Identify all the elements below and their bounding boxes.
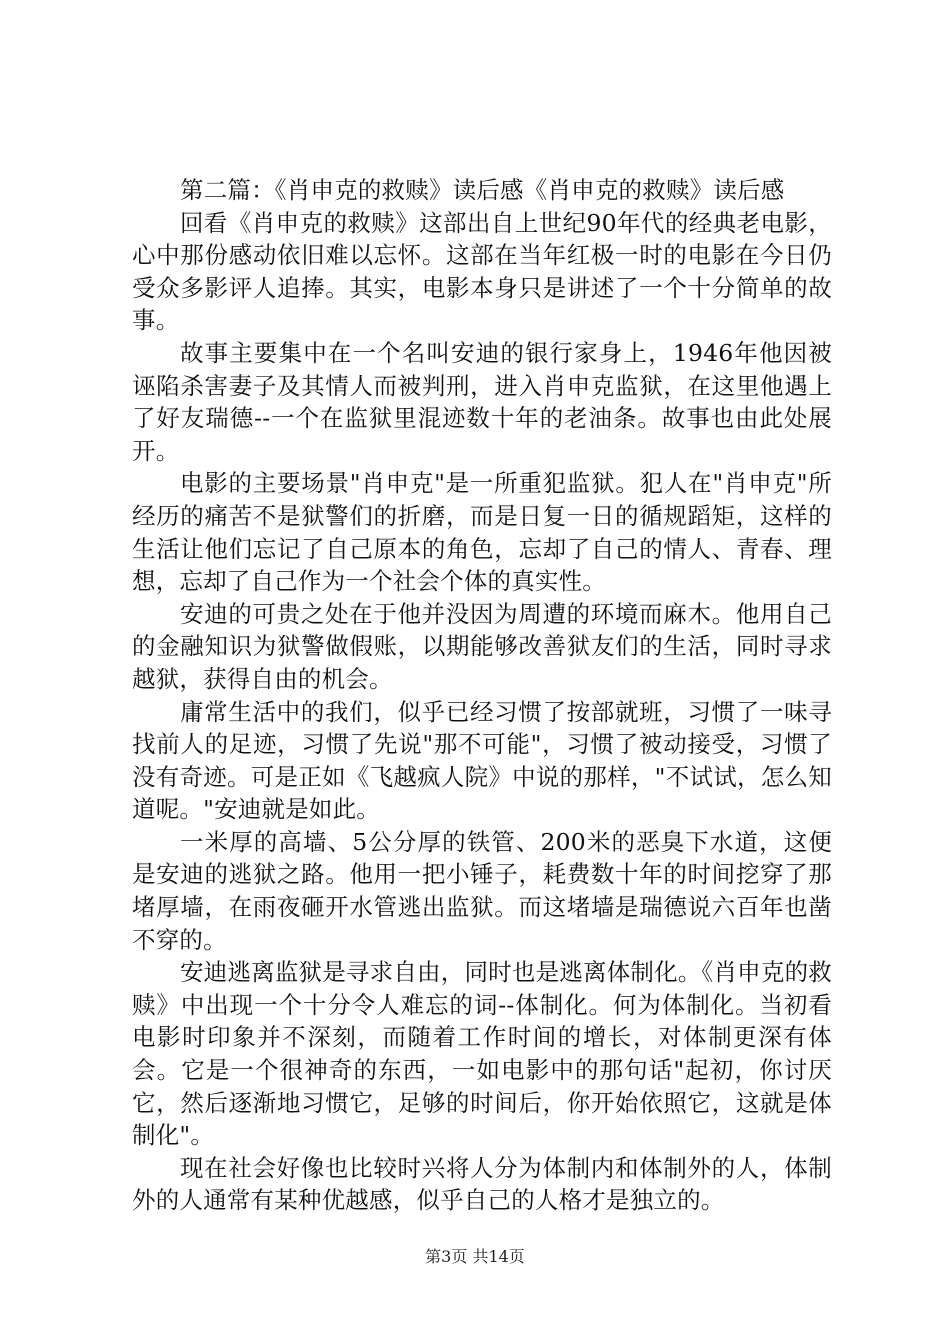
body-paragraph: 庸常生活中的我们，似乎已经习惯了按部就班，习惯了一味寻找前人的足迹，习惯了先说"那不可能"，习惯了被动接受，习惯了没有奇迹。可是正如《飞越疯人院》中说的那样，"不试试，怎么知道呢。"安迪就是如此。 bbox=[132, 697, 832, 824]
section-heading-paragraph: 第二篇：《肖申克的救赎》读后感《肖申克的救赎》读后感 bbox=[180, 176, 785, 204]
body-paragraph: 安迪的可贵之处在于他并没因为周遭的环境而麻木。他用自己的金融知识为狱警做假账，以期能够改善狱友们的生活，同时寻求越狱，获得自由的机会。 bbox=[132, 599, 832, 693]
body-paragraph: 一米厚的高墙、5公分厚的铁管、200米的恶臭下水道，这便是安迪的逃狱之路。他用一把小锤子，耗费数十年的时间挖穿了那堵厚墙，在雨夜砸开水管逃出监狱。而这堵墙是瑞德说六百年也凿不穿的。 bbox=[132, 827, 832, 954]
document-body bbox=[132, 174, 832, 1217]
body-paragraph: 现在社会好像也比较时兴将人分为体制内和体制外的人，体制外的人通常有某种优越感，似乎自己的人格才是独立的。 bbox=[132, 1153, 832, 1215]
body-paragraph: 回看《肖申克的救赎》这部出自上世纪90年代的经典老电影，心中那份感动依旧难以忘怀。这部在当年红极一时的电影在今日仍受众多影评人追捧。其实，电影本身只是讲述了一个十分简单的故事。 bbox=[132, 208, 832, 335]
body-paragraph: 电影的主要场景"肖申克"是一所重犯监狱。犯人在"肖申克"所经历的痛苦不是狱警们的折磨，而是日复一日的循规蹈矩，这样的生活让他们忘记了自己原本的角色，忘却了自己的情人、青春、理想，忘却了自己作为一个社会个体的真实性。 bbox=[132, 469, 832, 596]
body-paragraph: 故事主要集中在一个名叫安迪的银行家身上，1946年他因被诬陷杀害妻子及其情人而被判刑，进入肖申克监狱，在这里他遇上了好友瑞德--一个在监狱里混迹数十年的老油条。故事也由此处展开。 bbox=[132, 338, 832, 465]
body-paragraph: 安迪逃离监狱是寻求自由，同时也是逃离体制化。《肖申克的救赎》中出现一个十分令人难忘的词--体制化。何为体制化。当初看电影时印象并不深刻，而随着工作时间的增长，对体制更深有体会。它是一个很神奇的东西，一如电影中的那句话"起初，你讨厌它，然后逐渐地习惯它，足够的时间后，你开始依照它，这就是体制化"。 bbox=[132, 958, 832, 1150]
page-number-footer: 第3页 共14页 bbox=[425, 1247, 525, 1266]
